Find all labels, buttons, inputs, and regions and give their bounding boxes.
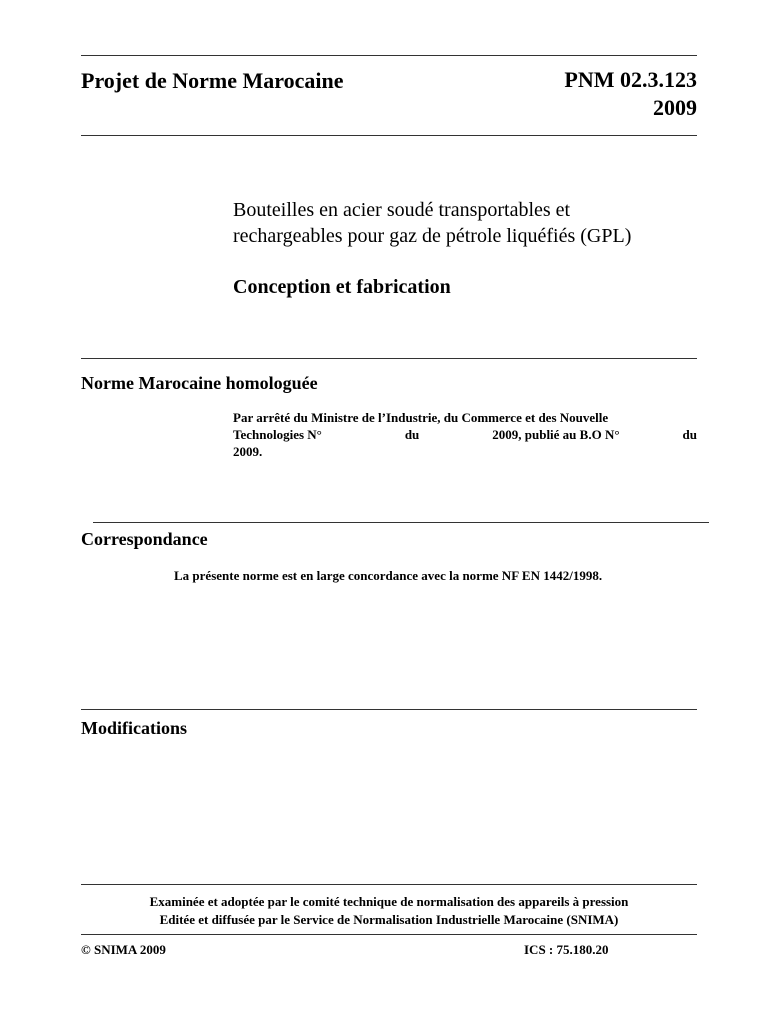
decree-line-3: 2009. [233, 444, 263, 459]
correspondance-text: La présente norme est en large concordance avec la norme NF EN 1442/1998. [174, 568, 603, 583]
decree-du-2: du [682, 427, 697, 442]
decree-technologies-number: Technologies N° [233, 427, 322, 442]
footer-rule [81, 884, 697, 885]
header-bottom-rule [81, 135, 697, 136]
modifications-heading: Modifications [81, 718, 187, 738]
document-title-line-1: Bouteilles en acier soudé transportables et [233, 199, 571, 221]
standard-number: PNM 02.3.123 [564, 67, 697, 92]
header-top-rule [81, 55, 697, 56]
footer-adoption-line-1: Examinée et adoptée par le comité technique de normalisation des appareils à pression [149, 894, 629, 909]
copyright-notice: © SNIMA 2009 [81, 942, 166, 957]
footer-adoption-line-2: Editée et diffusée par le Service de Normalisation Industrielle Marocaine (SNIMA) [159, 912, 619, 927]
correspondance-heading: Correspondance [81, 529, 208, 549]
homologation-rule [81, 358, 697, 359]
decree-text [233, 409, 697, 460]
ics-code: ICS : 75.180.20 [524, 942, 609, 957]
document-type-title: Projet de Norme Marocaine [81, 68, 344, 93]
footer-adoption-note [81, 893, 697, 929]
correspondance-rule [93, 522, 709, 523]
document-title-line-2: rechargeables pour gaz de pétrole liquéfiés (GPL) [233, 225, 632, 247]
decree-publication: 2009, publié au B.O N° [492, 427, 620, 442]
standard-year: 2009 [653, 95, 697, 120]
decree-du-1: du [404, 427, 420, 442]
document-title [233, 197, 713, 249]
decree-line-2 [233, 426, 697, 443]
footer-bottom-rule [81, 934, 697, 935]
standard-reference [564, 66, 697, 122]
document-subtitle: Conception et fabrication [233, 276, 451, 298]
homologation-heading: Norme Marocaine homologuée [81, 373, 318, 393]
modifications-rule [81, 709, 697, 710]
decree-line-1: Par arrêté du Ministre de l’Industrie, du Commerce et des Nouvelle [233, 410, 609, 425]
